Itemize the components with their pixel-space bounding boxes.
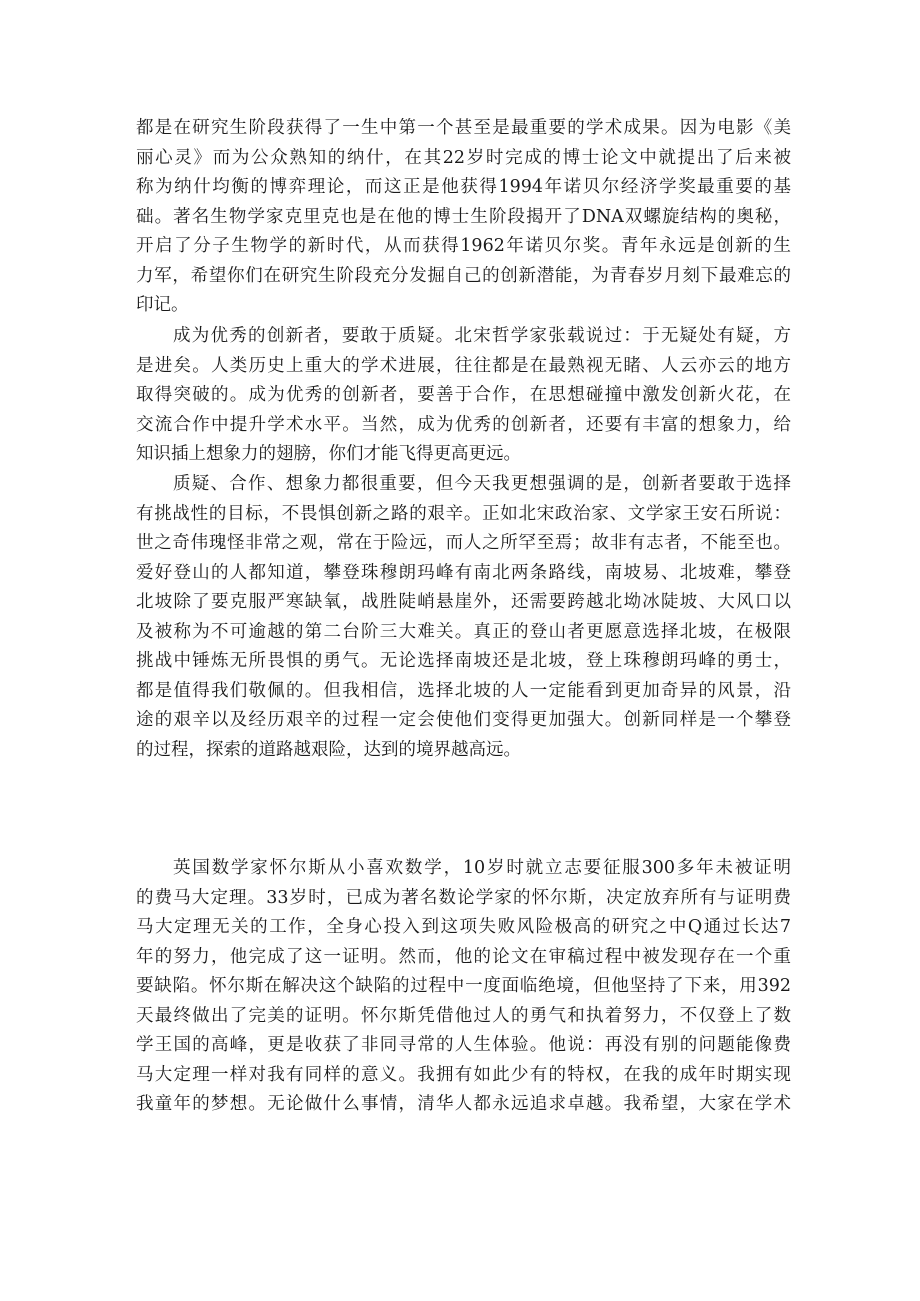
text-line: 的费马大定理。33岁时，已成为著名数论学家的怀尔斯，决定放弃所有与证明费	[136, 887, 791, 908]
text-line: 是进矣。人类历史上重大的学术进展，往往都是在最熟视无睹、人云亦云的地方	[136, 355, 791, 376]
text-line: 爱好登山的人都知道，攀登珠穆朗玛峰有南北两条路线，南坡易、北坡难，攀登	[136, 562, 791, 583]
text-line: 成为优秀的创新者，要敢于质疑。北宋哲学家张载说过：于无疑处有疑，方	[173, 326, 791, 346]
text-line: 开启了分子生物学的新时代，从而获得1962年诺贝尔奖。青年永远是创新的生	[136, 236, 791, 256]
text-line: 称为纳什均衡的博弈理论，而这正是他获得1994年诺贝尔经济学奖最重要的基	[136, 177, 791, 197]
text-line: 印记。	[136, 295, 189, 315]
paragraph-phd-achievements	[136, 114, 791, 321]
text-line: 础。著名生物学家克里克也是在他的博士生阶段揭开了DNA双螺旋结构的奥秘，	[136, 206, 791, 227]
paragraph-north-slope	[136, 470, 791, 765]
text-line: 的过程，探索的道路越艰险，达到的境界越高远。	[136, 739, 521, 760]
text-line: 都是值得我们敬佩的。但我相信，选择北坡的人一定能看到更加奇异的风景，沿	[136, 680, 791, 701]
text-line: 都是在研究生阶段获得了一生中第一个甚至是最重要的学术成果。因为电影《美	[136, 118, 791, 138]
text-line: 知识插上想象力的翅膀，你们才能飞得更高更远。	[136, 444, 521, 464]
text-line: 年的努力，他完成了这一证明。然而，他的论文在审稿过程中被发现存在一个重	[136, 946, 791, 967]
text-line: 力军，希望你们在研究生阶段充分发掘自己的创新潜能，为青春岁月刻下最难忘的	[136, 265, 791, 286]
text-line: 挑战中锤炼无所畏惧的勇气。无论选择南坡还是北坡，登上珠穆朗玛峰的勇士，	[136, 651, 791, 671]
text-line: 我童年的梦想。无论做什么事情，清华人都永远追求卓越。我希望，大家在学术	[136, 1094, 791, 1114]
text-line: 交流合作中提升学术水平。当然，成为优秀的创新者，还要有丰富的想象力，给	[136, 414, 791, 435]
text-line: 马大定理无关的工作，全身心投入到这项失败风险极高的研究之中Q通过长达7	[136, 917, 791, 937]
text-line: 北坡除了要克服严寒缺氧，战胜陡峭悬崖外，还需要跨越北坳冰陡坡、大风口以	[136, 592, 791, 612]
text-line: 及被称为不可逾越的第二台阶三大难关。真正的登山者更愿意选择北坡，在极限	[136, 621, 791, 642]
text-line: 英国数学家怀尔斯从小喜欢数学，10岁时就立志要征服300多年未被证明	[173, 858, 791, 878]
text-line: 途的艰辛以及经历艰辛的过程一定会使他们变得更加强大。创新同样是一个攀登	[136, 710, 791, 730]
paragraph-questioning	[136, 322, 791, 470]
text-line: 丽心灵》而为公众熟知的纳什，在其22岁时完成的博士论文中就提出了后来被	[136, 147, 791, 168]
text-line: 马大定理一样对我有同样的意义。我拥有如此少有的特权，在我的成年时期实现	[136, 1064, 791, 1085]
text-line: 要缺陷。怀尔斯在解决这个缺陷的过程中一度面临绝境，但他坚持了下来，用392	[136, 976, 791, 996]
text-line: 取得突破的。成为优秀的创新者，要善于合作，在思想碰撞中激发创新火花，在	[136, 385, 791, 405]
text-line: 有挑战性的目标，不畏惧创新之路的艰辛。正如北宋政治家、文学家王安石所说：	[136, 503, 791, 524]
text-line: 质疑、合作、想象力都很重要，但今天我更想强调的是，创新者要敢于选择	[173, 474, 791, 494]
paragraph-wiles	[136, 854, 791, 1120]
text-line: 学王国的高峰，更是收获了非同寻常的人生体验。他说：再没有别的问题能像费	[136, 1035, 791, 1055]
text-line: 世之奇伟瑰怪非常之观，常在于险远，而人之所罕至焉；故非有志者，不能至也。	[136, 533, 791, 553]
text-line: 天最终做出了完美的证明。怀尔斯凭借他过人的勇气和执着努力，不仅登上了数	[136, 1005, 791, 1026]
